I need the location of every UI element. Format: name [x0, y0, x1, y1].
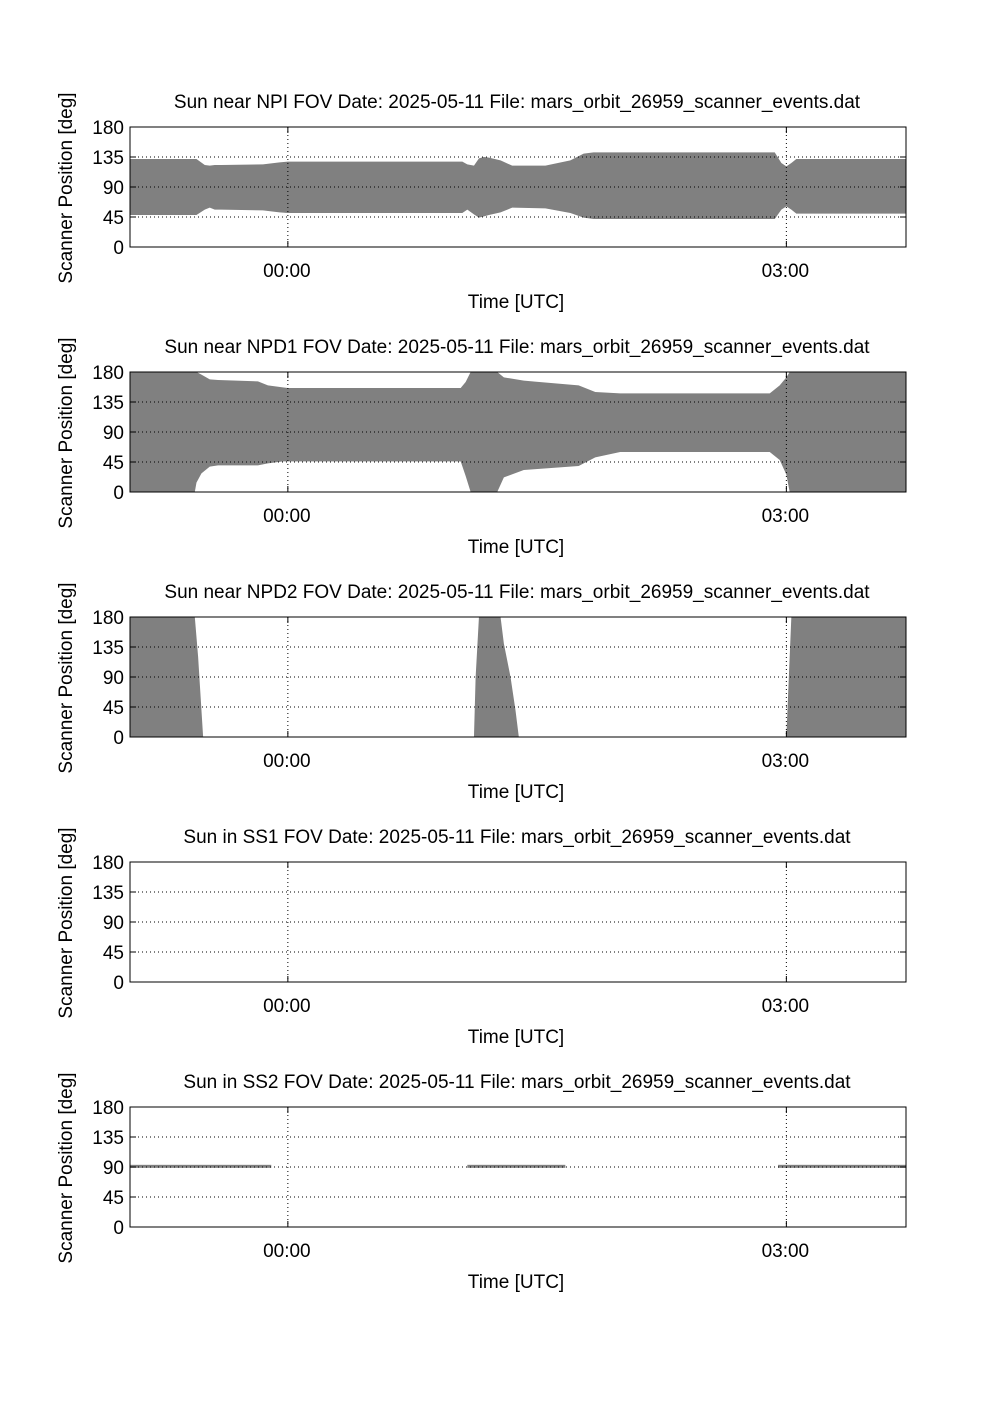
- panel-title: Sun in SS2 FOV Date: 2025-05-11 File: mars_orbit_26959_scanner_events.dat: [183, 1072, 851, 1093]
- y-tick-label: 0: [113, 238, 124, 259]
- y-tick-label: 135: [92, 148, 124, 169]
- x-tick-label: 00:00: [263, 506, 311, 527]
- y-tick-label: 90: [102, 913, 124, 934]
- y-tick-label: 0: [113, 483, 124, 504]
- x-tick-label: 03:00: [761, 996, 810, 1017]
- panel-1: [56, 92, 906, 313]
- fov-region: [130, 152, 906, 219]
- y-tick-label: 135: [92, 393, 124, 414]
- y-tick-label: 0: [113, 973, 124, 994]
- x-tick-label: 00:00: [263, 261, 311, 282]
- panel-5: [56, 1072, 906, 1293]
- y-axis-label: Scanner Position [deg]: [56, 92, 77, 284]
- y-axis-label: Scanner Position [deg]: [56, 827, 77, 1019]
- y-tick-label: 90: [102, 423, 124, 444]
- y-axis-label: Scanner Position [deg]: [56, 1072, 77, 1264]
- y-tick-label: 180: [92, 853, 124, 874]
- y-tick-label: 135: [92, 638, 124, 659]
- panel-title: Sun near NPD2 FOV Date: 2025-05-11 File: mars_orbit_26959_scanner_events.dat: [164, 582, 870, 603]
- y-tick-label: 180: [92, 608, 124, 629]
- y-axis-label: Scanner Position [deg]: [56, 337, 77, 529]
- x-axis-label: Time [UTC]: [467, 292, 565, 313]
- y-tick-label: 45: [102, 943, 124, 964]
- y-tick-label: 180: [92, 118, 124, 139]
- y-tick-label: 45: [102, 208, 124, 229]
- panel-title: Sun in SS1 FOV Date: 2025-05-11 File: mars_orbit_26959_scanner_events.dat: [183, 827, 851, 848]
- x-axis-label: Time [UTC]: [467, 782, 565, 803]
- panel-title: Sun near NPI FOV Date: 2025-05-11 File: mars_orbit_26959_scanner_events.dat: [173, 92, 861, 113]
- x-tick-label: 00:00: [263, 996, 311, 1017]
- x-tick-label: 00:00: [263, 751, 311, 772]
- x-tick-label: 00:00: [263, 1241, 311, 1262]
- fov-region: [474, 617, 519, 737]
- y-tick-label: 0: [113, 1218, 124, 1239]
- y-tick-label: 135: [92, 883, 124, 904]
- y-tick-label: 90: [102, 1158, 124, 1179]
- panel-3: [56, 582, 906, 803]
- x-tick-label: 03:00: [761, 1241, 810, 1262]
- x-tick-label: 03:00: [761, 751, 810, 772]
- y-tick-label: 45: [102, 453, 124, 474]
- x-axis-label: Time [UTC]: [467, 537, 565, 558]
- panel-2: [56, 337, 906, 558]
- x-tick-label: 03:00: [761, 506, 810, 527]
- x-axis-label: Time [UTC]: [467, 1027, 565, 1048]
- panel-4: [56, 827, 906, 1048]
- panel-title: Sun near NPD1 FOV Date: 2025-05-11 File: mars_orbit_26959_scanner_events.dat: [164, 337, 870, 358]
- x-axis-label: Time [UTC]: [467, 1272, 565, 1293]
- y-tick-label: 135: [92, 1128, 124, 1149]
- y-tick-label: 180: [92, 1098, 124, 1119]
- y-tick-label: 45: [102, 698, 124, 719]
- x-tick-label: 03:00: [761, 261, 810, 282]
- y-tick-label: 180: [92, 363, 124, 384]
- y-tick-label: 90: [102, 178, 124, 199]
- y-tick-label: 90: [102, 668, 124, 689]
- y-axis-label: Scanner Position [deg]: [56, 582, 77, 774]
- y-tick-label: 45: [102, 1188, 124, 1209]
- y-tick-label: 0: [113, 728, 124, 749]
